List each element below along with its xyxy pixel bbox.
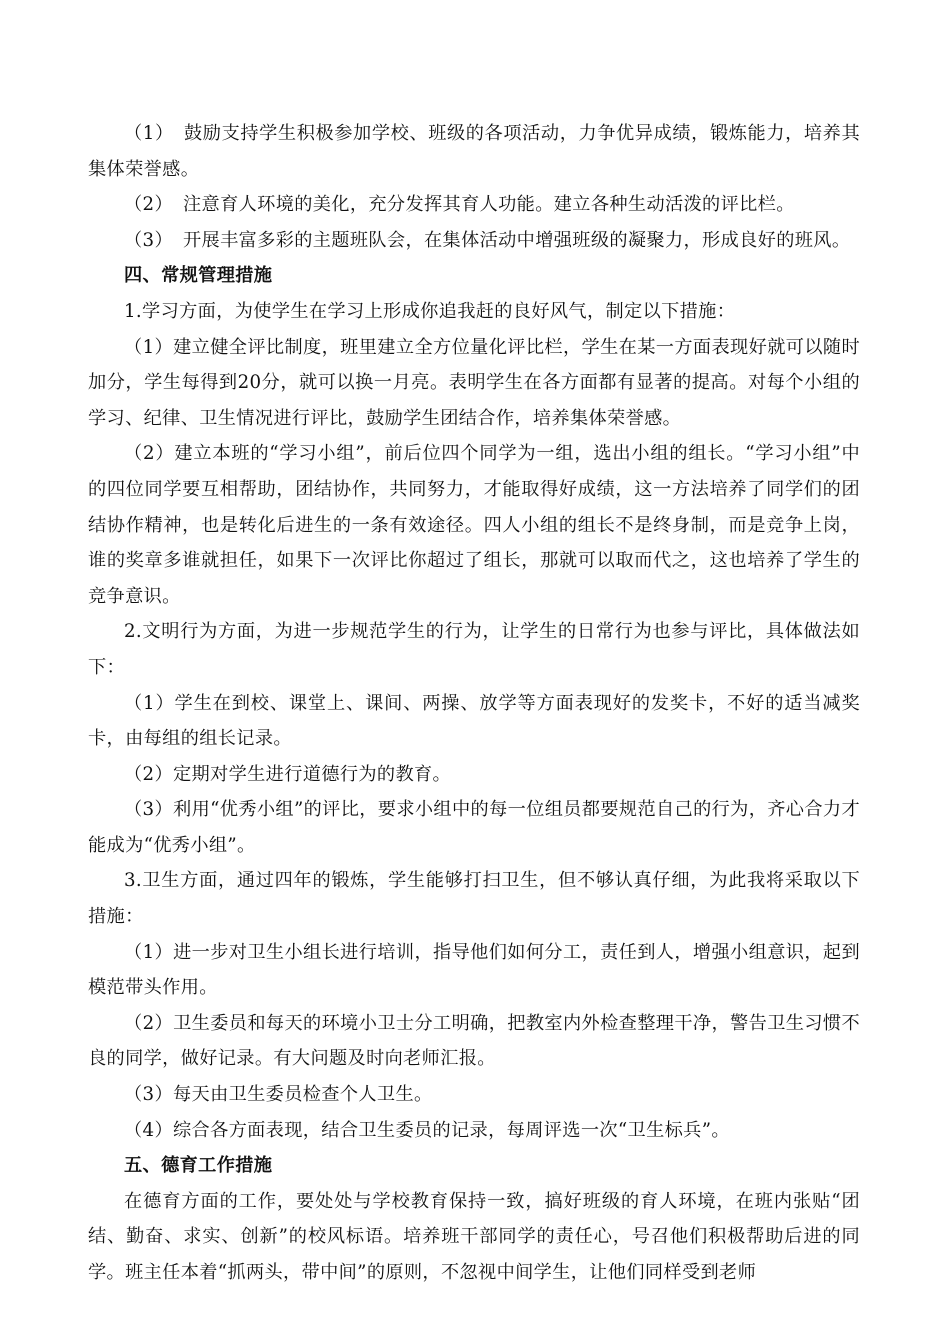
- paragraph-behavior-1: （1）学生在到校、课堂上、课间、两操、放学等方面表现好的发奖卡，不好的适当减奖卡，由每组的组长记录。: [88, 692, 860, 750]
- section-heading-moral-education: 五、德育工作措施: [124, 1155, 273, 1177]
- paragraph-text: 鼓励支持学生积极参加学校、班级的各项活动，力争优异成绩，锻炼能力，培养其集体荣誉感。: [88, 123, 860, 180]
- paragraph-hygiene-1: （1）进一步对卫生小组长进行培训，指导他们如何分工，责任到人，增强小组意识，起到模范带头作用。: [88, 941, 860, 999]
- paragraph-item-3: [88, 223, 860, 259]
- item-marker: （1）: [124, 123, 174, 144]
- item-marker: （3）: [124, 229, 173, 251]
- paragraph-study-1: （1）建立健全评比制度，班里建立全方位量化评比栏，学生在某一方面表现好就可以随时加分，学生每得到20分，就可以换一月亮。表明学生在各方面都有显著的提高。对每个小组的学习、纪律、卫生情况进行评比，鼓励学生团结合作，培养集体荣誉感。: [88, 336, 860, 429]
- document-body: [88, 116, 860, 1291]
- paragraph-item-2: [88, 187, 860, 223]
- paragraph-study-intro: 1.学习方面，为使学生在学习上形成你追我赶的良好风气，制定以下措施：: [124, 300, 736, 322]
- paragraph-item-1: [88, 116, 860, 187]
- paragraph-hygiene-3: （3）每天由卫生委员检查个人卫生。: [124, 1084, 433, 1106]
- paragraph-study-2: （2）建立本班的“学习小组”，前后位四个同学为一组，选出小组的组长。“学习小组”中的四位同学要互相帮助，团结协作，共同努力，才能取得好成绩，这一方法培养了同学们的团结协作精神，也是转化后进生的一条有效途径。四人小组的组长不是终身制，而是竞争上岗，谁的奖章多谁就担任，如果下一次评比你超过了组长，那就可以取而代之，这也培养了学生的竞争意识。: [88, 443, 860, 607]
- paragraph-behavior-intro: 2.文明行为方面，为进一步规范学生的行为，让学生的日常行为也参与评比，具体做法如下：: [88, 621, 860, 678]
- item-marker: （2）: [124, 194, 173, 216]
- paragraph-hygiene-2: （2）卫生委员和每天的环境小卫士分工明确，把教室内外检查整理干净，警告卫生习惯不良的同学，做好记录。有大问题及时向老师汇报。: [88, 1012, 860, 1070]
- paragraph-behavior-2: （2）定期对学生进行道德行为的教育。: [124, 763, 452, 785]
- paragraph-hygiene-intro: 3.卫生方面，通过四年的锻炼，学生能够打扫卫生，但不够认真仔细，为此我将采取以下措施：: [88, 870, 860, 928]
- paragraph-text: 注意育人环境的美化，充分发挥其育人功能。建立各种生动活泼的评比栏。: [183, 194, 795, 216]
- paragraph-hygiene-4: （4）综合各方面表现，结合卫生委员的记录，每周评选一次“卫生标兵”。: [124, 1119, 730, 1141]
- paragraph-text: 开展丰富多彩的主题班队会，在集体活动中增强班级的凝聚力，形成良好的班风。: [183, 229, 851, 251]
- paragraph-behavior-3: （3）利用“优秀小组”的评比，要求小组中的每一位组员都要规范自己的行为，齐心合力才能成为“优秀小组”。: [88, 799, 860, 856]
- paragraph-moral-education: 在德育方面的工作，要处处与学校教育保持一致，搞好班级的育人环境，在班内张贴“团结、勤奋、求实、创新”的校风标语。培养班干部同学的责任心，号召他们积极帮助后进的同学。班主任本着“抓两头，带中间”的原则，不忽视中间学生，让他们同样受到老师: [88, 1190, 860, 1283]
- section-heading-routine-management: 四、常规管理措施: [124, 265, 273, 287]
